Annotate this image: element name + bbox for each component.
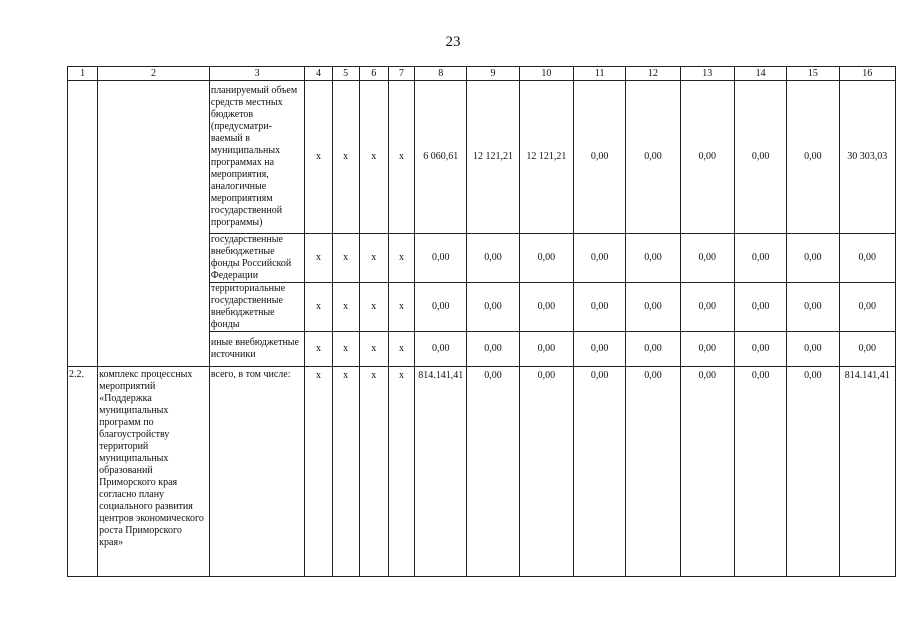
table-cell: x — [359, 332, 388, 367]
measure-name-cell — [98, 81, 210, 367]
table-cell: x — [305, 283, 332, 332]
funding-source-cell: планируемый объем средств местных бюджетов (предусматри-ваемый в муниципальных программах на мероприятия, аналогичные мероприятиям государственной программы) — [209, 81, 305, 234]
table-cell: x — [388, 234, 414, 283]
table-cell: 0,00 — [415, 234, 467, 283]
table-cell: 814.141,41 — [415, 367, 467, 577]
table-cell: 0,00 — [519, 367, 573, 577]
table-cell: x — [359, 367, 388, 577]
table-cell: 0,00 — [573, 81, 625, 234]
table-cell: 0,00 — [734, 332, 786, 367]
table-cell: x — [332, 332, 359, 367]
table-cell: 0,00 — [467, 234, 519, 283]
table-cell: x — [388, 81, 414, 234]
table-row-process-measures-2-2 — [68, 367, 896, 577]
row-number-cell — [68, 81, 98, 367]
table-cell: 0,00 — [626, 367, 680, 577]
table-cell: 0,00 — [734, 81, 786, 234]
header-cell: 11 — [573, 67, 625, 81]
table-cell: 0,00 — [787, 234, 839, 283]
table-row-local-budgets — [68, 81, 896, 234]
table-cell: x — [359, 81, 388, 234]
table-cell: x — [359, 283, 388, 332]
table-cell: 0,00 — [626, 283, 680, 332]
table-cell: x — [359, 234, 388, 283]
header-cell: 9 — [467, 67, 519, 81]
table-header-row — [68, 67, 896, 81]
funding-source-cell: государственные внебюджетные фонды Российской Федерации — [209, 234, 305, 283]
funding-source-cell: иные внебюджетные источники — [209, 332, 305, 367]
table-cell: x — [305, 367, 332, 577]
table-cell: 0,00 — [467, 332, 519, 367]
table-cell: 0,00 — [626, 81, 680, 234]
table-cell: 0,00 — [839, 234, 895, 283]
table-cell: x — [388, 283, 414, 332]
table-cell: 0,00 — [734, 234, 786, 283]
table-cell: 0,00 — [680, 81, 734, 234]
funding-source-cell: всего, в том числе: — [209, 367, 305, 577]
header-cell: 3 — [209, 67, 305, 81]
page-number: 23 — [445, 34, 461, 50]
funding-source-cell: территориальные государственные внебюджетные фонды — [209, 283, 305, 332]
table-cell: 0,00 — [680, 367, 734, 577]
table-cell: x — [332, 367, 359, 577]
table-cell: 0,00 — [734, 367, 786, 577]
table-cell: 0,00 — [839, 283, 895, 332]
table-cell: 0,00 — [787, 81, 839, 234]
table-cell: 0,00 — [415, 332, 467, 367]
table-cell: x — [305, 332, 332, 367]
table-cell: 0,00 — [467, 283, 519, 332]
table-cell: 0,00 — [519, 332, 573, 367]
header-cell: 2 — [98, 67, 210, 81]
table-cell: 0,00 — [573, 283, 625, 332]
table-cell: x — [388, 332, 414, 367]
header-cell: 5 — [332, 67, 359, 81]
table-cell: 0,00 — [787, 283, 839, 332]
header-cell: 10 — [519, 67, 573, 81]
table-cell: 0,00 — [734, 283, 786, 332]
table-cell: 0,00 — [626, 332, 680, 367]
header-cell: 8 — [415, 67, 467, 81]
header-cell: 14 — [734, 67, 786, 81]
table-cell: x — [388, 367, 414, 577]
header-cell: 15 — [787, 67, 839, 81]
table-cell: 0,00 — [573, 332, 625, 367]
table-cell: 814.141,41 — [839, 367, 895, 577]
table-cell: 6 060,61 — [415, 81, 467, 234]
header-cell: 6 — [359, 67, 388, 81]
header-cell: 7 — [388, 67, 414, 81]
table-cell: 0,00 — [680, 234, 734, 283]
table-cell: 0,00 — [467, 367, 519, 577]
table-cell: 0,00 — [573, 367, 625, 577]
table-cell: 0,00 — [626, 234, 680, 283]
table-cell: 30 303,03 — [839, 81, 895, 234]
header-cell: 1 — [68, 67, 98, 81]
table-cell: x — [332, 81, 359, 234]
header-cell: 13 — [680, 67, 734, 81]
table-cell: 12 121,21 — [519, 81, 573, 234]
row-number-cell: 2.2. — [68, 367, 98, 577]
table-cell: x — [305, 81, 332, 234]
table-cell: 0,00 — [519, 234, 573, 283]
table-cell: 0,00 — [680, 332, 734, 367]
header-cell: 4 — [305, 67, 332, 81]
budget-table — [67, 66, 896, 577]
table-cell: 0,00 — [573, 234, 625, 283]
table-cell: 12 121,21 — [467, 81, 519, 234]
header-cell: 12 — [626, 67, 680, 81]
table-cell: 0,00 — [787, 332, 839, 367]
table-cell: x — [332, 283, 359, 332]
table-cell: x — [305, 234, 332, 283]
table-cell: 0,00 — [519, 283, 573, 332]
table-cell: x — [332, 234, 359, 283]
table-cell: 0,00 — [839, 332, 895, 367]
table-cell: 0,00 — [680, 283, 734, 332]
table-cell: 0,00 — [787, 367, 839, 577]
measure-name-cell: комплекс процессных мероприятий «Поддержка муниципальных программ по благоустройству территорий муниципальных образований Приморского края согласно плану социального развития центров экономического роста Приморского края» — [98, 367, 210, 577]
table-cell: 0,00 — [415, 283, 467, 332]
header-cell: 16 — [839, 67, 895, 81]
